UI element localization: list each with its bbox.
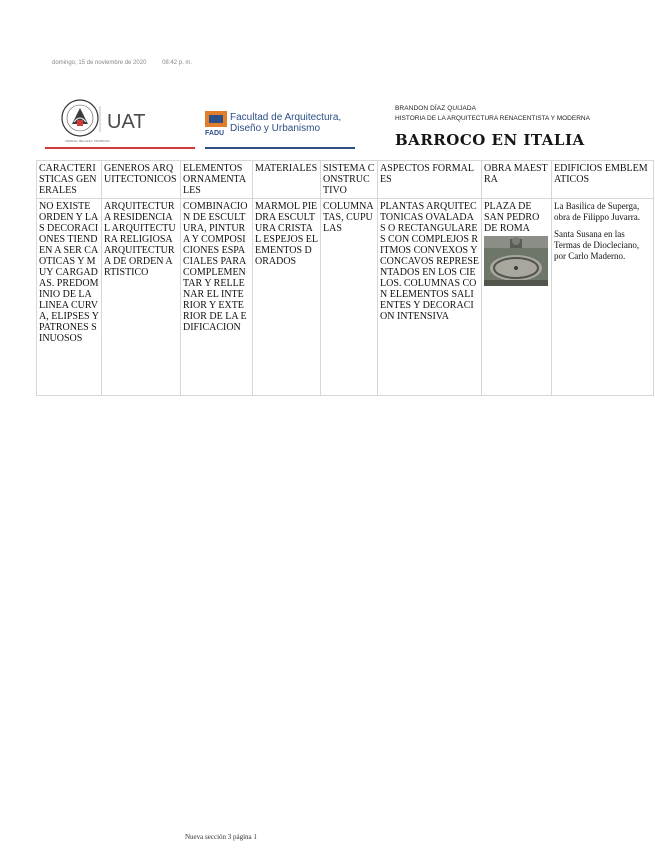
caracteristicas-cell: NO EXISTE ORDEN Y LAS DECORACIONES TIENDEN A SER CAOTICAS Y MUY CARGADAS. PREDOMINIO DE LA LINEA CURVA, ELIPSES Y PATRONES SINUOSOS bbox=[37, 199, 102, 396]
table-row bbox=[37, 199, 654, 396]
generos-cell: ARQUITECTURA RESIDENCIAL ARQUITECTURA RELIGIOSA ARQUITECTURA DE ORDEN ARTISTICO bbox=[102, 199, 181, 396]
fadu-line-2: Diseño y Urbanismo bbox=[230, 123, 321, 134]
time-text: 08:42 p. m. bbox=[162, 60, 193, 66]
emblematic-building-1: La Basilica de Superga, obra de Filippo Juvarra. bbox=[554, 201, 640, 222]
plaza-san-pedro-photo bbox=[484, 236, 548, 286]
materiales-cell: MARMOL PIEDRA ESCULTURA CRISTAL ESPEJOS ELEMENTOS DORADOS bbox=[253, 199, 321, 396]
table-header-row bbox=[37, 161, 654, 199]
summary-table bbox=[36, 160, 654, 396]
timestamp-line bbox=[52, 60, 206, 66]
date-text: domingo, 15 de noviembre de 2020 bbox=[52, 60, 147, 66]
header-cell: MATERIALES bbox=[253, 161, 321, 199]
header-cell: GENEROS ARQUITECTONICOS bbox=[102, 161, 181, 199]
emblematicos-cell bbox=[552, 199, 654, 396]
fadu-line-1: Facultad de Arquitectura, bbox=[230, 112, 342, 123]
emblematic-building-2: Santa Susana en las Termas de Diocleciano, por Carlo Maderno. bbox=[554, 229, 640, 261]
header-divider-red bbox=[45, 147, 195, 149]
header-divider-blue bbox=[205, 147, 355, 149]
header-cell: OBRA MAESTRA bbox=[482, 161, 552, 199]
uat-logo-text: UAT bbox=[107, 111, 146, 133]
header-cell: CARACTERISTICAS GENERALES bbox=[37, 161, 102, 199]
elementos-cell: COMBINACION DE ESCULTURA, PINTURA Y COMPOSICIONES ESPACIALES PARA COMPLEMENTAR Y RELLENAR EL INTERIOR Y EXTERIOR DE LA EDIFICACION bbox=[181, 199, 253, 396]
header-cell: SISTEMA CONSTRUCTIVO bbox=[321, 161, 378, 199]
fadu-logo bbox=[205, 108, 355, 138]
fadu-badge-text: FADU bbox=[205, 130, 225, 137]
obra-text: PLAZA DE SAN PEDRO DE ROMA bbox=[484, 201, 540, 234]
page-footer: Nueva sección 3 página 1 bbox=[185, 833, 257, 841]
author-name: BRANDON DÍAZ QUIJADA bbox=[395, 105, 477, 112]
header-cell: EDIFICIOS EMBLEMATICOS bbox=[552, 161, 654, 199]
header-cell: ASPECTOS FORMALES bbox=[378, 161, 482, 199]
header-cell: ELEMENTOS ORNAMENTALES bbox=[181, 161, 253, 199]
page-title: BARROCO EN ITALIA bbox=[395, 131, 585, 149]
aspectos-cell: PLANTAS ARQUITECTONICAS OVALADAS O RECTANGULARES CON COMPLEJOS RITMOS CONVEXOS Y CONCAVOS REPRESENTADOS EN LOS CIELOS. COLUMNAS CON ELEMENTOS SALIENTES Y DECORACION INTENSIVA bbox=[378, 199, 482, 396]
sistema-cell: COLUMNATAS, CUPULAS bbox=[321, 199, 378, 396]
obra-cell bbox=[482, 199, 552, 396]
course-name: HISTORIA DE LA ARQUITECTURA RENACENTISTA Y MODERNA bbox=[395, 115, 590, 122]
uat-logo bbox=[60, 98, 160, 144]
uat-motto: VERDAD, BELLEZA, PROBIDAD bbox=[65, 139, 110, 143]
